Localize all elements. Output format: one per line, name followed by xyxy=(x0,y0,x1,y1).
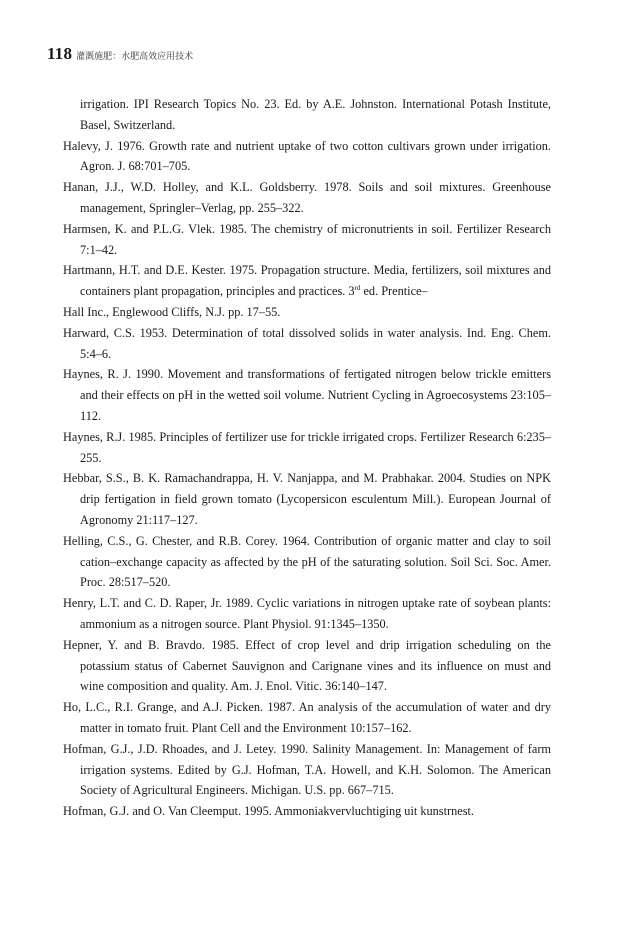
reference-entry: Halevy, J. 1976. Growth rate and nutrient uptake of two cotton cultivars grown under irrigation. Agron. J. 68:701–705. xyxy=(63,138,551,174)
reference-entry: Hall Inc., Englewood Cliffs, N.J. pp. 17–55. xyxy=(63,304,281,319)
reference-entry: Haynes, R. J. 1990. Movement and transformations of fertigated nitrogen below trickle emitters and their effects on pH in the wetted soil volume. Nutrient Cycling in Agroecosystems 23:105–112. xyxy=(63,367,551,423)
reference-entry: Hofman, G.J., J.D. Rhoades, and J. Letey. 1990. Salinity Management. In: Management of farm irrigation systems. Edited by G.J. Hofman, T.A. Howell, and K.H. Solomon. The American Society of Agricultural Engineers. Michigan. U.S. pp. 667–715. xyxy=(63,741,551,798)
reference-list xyxy=(63,94,551,822)
reference-entry xyxy=(63,260,551,302)
reference-text: ed. Prentice– xyxy=(360,284,428,299)
reference-entry: Henry, L.T. and C. D. Raper, Jr. 1989. Cyclic variations in nitrogen uptake rate of soybean plants: ammonium as a nitrogen source. Plant Physiol. 91:1345–1350. xyxy=(63,596,551,631)
ordinal-superscript: rd xyxy=(354,284,361,293)
reference-entry: Ho, L.C., R.I. Grange, and A.J. Picken. 1987. An analysis of the accumulation of water and dry matter in tomato fruit. Plant Cell and the Environment 10:157–162. xyxy=(63,700,551,735)
reference-entry: Harward, C.S. 1953. Determination of total dissolved solids in water analysis. Ind. Eng. Chem. 5:4–6. xyxy=(63,325,551,361)
reference-text: Hartmann, H.T. and D.E. Kester. 1975. Propagation structure. Media, fertilizers, soil mixtures and containers plant propagation, principles and practices. 3 xyxy=(63,263,551,299)
reference-entry: Harmsen, K. and P.L.G. Vlek. 1985. The chemistry of micronutrients in soil. Fertilizer Research 7:1–42. xyxy=(63,221,551,257)
reference-entry: irrigation. IPI Research Topics No. 23. Ed. by A.E. Johnston. International Potash Institute, Basel, Switzerland. xyxy=(80,97,551,132)
reference-entry: Hanan, J.J., W.D. Holley, and K.L. Goldsberry. 1978. Soils and soil mixtures. Greenhouse management, Springler–Verlag, pp. 255–322. xyxy=(63,180,551,215)
reference-entry: Hebbar, S.S., B. K. Ramachandrappa, H. V. Nanjappa, and M. Prabhakar. 2004. Studies on NPK drip fertigation in field grown tomato (Lycopersicon esculentum Mill.). European Journal of Agronomy 21:117–127. xyxy=(63,471,551,527)
reference-entry: Helling, C.S., G. Chester, and R.B. Corey. 1964. Contribution of organic matter and clay to soil cation–exchange capacity as affected by the pH of the saturating solution. Soil Sci. Soc. Amer. Proc. 28:517–520. xyxy=(63,533,551,590)
reference-entry: Hofman, G.J. and O. Van Cleemput. 1995. Ammoniakvervluchtiging uit kunstrnest. xyxy=(63,804,474,819)
running-header xyxy=(47,44,193,66)
page-number: 118 xyxy=(47,44,73,63)
reference-entry: Haynes, R.J. 1985. Principles of fertilizer use for trickle irrigated crops. Fertilizer Research 6:235–255. xyxy=(63,429,551,465)
running-title: 灌溉施肥：水肥高效应用技术 xyxy=(76,52,194,62)
reference-entry: Hepner, Y. and B. Bravdo. 1985. Effect of crop level and drip irrigation scheduling on the potassium status of Cabernet Sauvignon and Carignane vines and its influence on must and wine composition and quality. Am. J. Enol. Vitic. 36:140–147. xyxy=(63,637,551,694)
